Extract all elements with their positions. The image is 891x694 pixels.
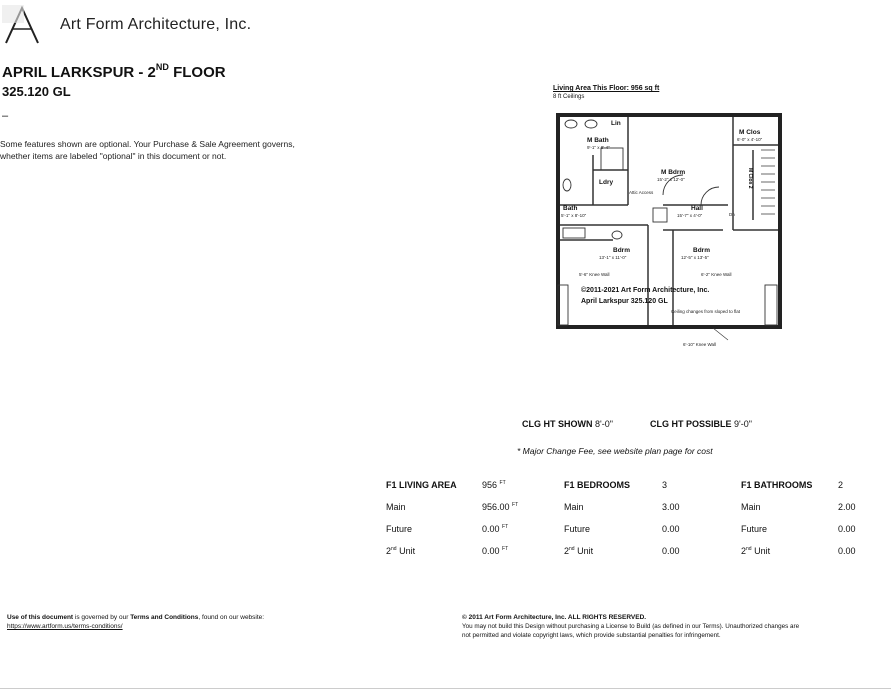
living-main-value: 956.00 $^{FT}$ [482, 502, 519, 512]
bedrooms-main-value: 3.00 [662, 502, 680, 512]
brand-logo [2, 5, 42, 45]
svg-text:9'-1" x 8'-4": 9'-1" x 8'-4" [587, 145, 610, 150]
svg-text:15'-7" x 4'-0": 15'-7" x 4'-0" [677, 213, 703, 218]
bathrooms-2nd-unit-value: 0.00 [838, 546, 856, 556]
svg-text:6'-0" x 4'-10": 6'-0" x 4'-10" [737, 137, 763, 142]
bedrooms-header: F1 BEDROOMS [564, 480, 631, 490]
terms-link[interactable]: https://www.artform.us/terms-conditions/ [7, 623, 123, 630]
living-future-label: Future [386, 524, 413, 534]
bottom-divider [0, 688, 891, 689]
major-change-fee-note: * Major Change Fee, see website plan page for cost [517, 446, 713, 456]
svg-text:15'-2" x 12'-0": 15'-2" x 12'-0" [657, 177, 685, 182]
bathrooms-future-label: Future [741, 524, 768, 534]
room-bdrm-1: Bdrm [613, 247, 630, 254]
plan-copyright: ©2011-2021 Art Form Architecture, Inc. [581, 287, 710, 294]
bedrooms-main-label: Main [564, 502, 584, 512]
room-ldry: Ldry [599, 179, 614, 186]
room-m-bdrm: M Bdrm [661, 169, 686, 176]
svg-text:M Clos 2: M Clos 2 [747, 168, 753, 189]
bathrooms-future-value: 0.00 [838, 524, 856, 534]
bedrooms-total: 3 [662, 480, 668, 490]
living-area-total: 956 $^{FT}$ [482, 480, 506, 490]
living-2nd-unit-label: 2nd Unit [386, 546, 416, 556]
svg-text:5'-6" Knee Wall: 5'-6" Knee Wall [579, 272, 610, 277]
living-area-header: F1 LIVING AREA [386, 480, 457, 490]
clg-ht-possible: CLG HT POSSIBLE 9'-0" [650, 419, 752, 429]
bathrooms-main-label: Main [741, 502, 761, 512]
optional-features-notice: Some features shown are optional. Your Purchase & Sale Agreement governs, whether items are labeled "optional" in this document or not. [0, 139, 295, 161]
svg-text:5'-1" x 8'-10": 5'-1" x 8'-10" [561, 213, 587, 218]
bedrooms-future-label: Future [564, 524, 591, 534]
svg-text:Ceiling changes from sloped to: Ceiling changes from sloped to flat [671, 309, 741, 314]
divider-dash: – [2, 110, 9, 122]
bathrooms-2nd-unit-label: 2nd Unit [741, 546, 771, 556]
room-bath: Bath [563, 205, 578, 212]
plan-copyright-name: April Larkspur 325.120 GL [581, 298, 668, 305]
living-main-label: Main [386, 502, 406, 512]
ceiling-label: 8 ft Ceilings [553, 94, 585, 100]
license-notice-line1: You may not build this Design without purchasing a License to Build (as defined in our Terms). Unauthorized changes are [462, 623, 800, 630]
svg-text:Dn: Dn [729, 212, 735, 217]
svg-text:Attic Access: Attic Access [629, 190, 654, 195]
plan-number: 325.120 GL [2, 84, 71, 99]
plan-title: APRIL LARKSPUR - 2ND FLOOR [2, 62, 226, 81]
copyright-notice: © 2011 Art Form Architecture, Inc. ALL RIGHTS RESERVED. [462, 614, 647, 621]
bathrooms-main-value: 2.00 [838, 502, 856, 512]
living-2nd-unit-value: 0.00 $^{FT}$ [482, 546, 509, 556]
room-m-clos: M Clos [739, 129, 761, 136]
license-notice-line2: not permitted and violate copyright laws, which provide substantial penalties for infringement. [462, 632, 721, 639]
room-bdrm-2: Bdrm [693, 247, 710, 254]
bathrooms-header: F1 BATHROOMS [741, 480, 813, 490]
brand-name: Art Form Architecture, Inc. [60, 16, 252, 33]
svg-text:13'-1" x 11'-0": 13'-1" x 11'-0" [599, 255, 627, 260]
svg-text:12'-5" x 13'-5": 12'-5" x 13'-5" [681, 255, 709, 260]
bedrooms-2nd-unit-value: 0.00 [662, 546, 680, 556]
terms-notice: Use of this document is governed by our Terms and Conditions, found on our website: [7, 614, 265, 621]
room-m-bath: M Bath [587, 137, 609, 144]
bathrooms-total: 2 [838, 480, 844, 490]
svg-text:6'-2" Knee Wall: 6'-2" Knee Wall [701, 272, 732, 277]
living-future-value: 0.00 $^{FT}$ [482, 524, 509, 534]
clg-ht-shown: CLG HT SHOWN 8'-0" [522, 419, 613, 429]
floor-plan-drawing [553, 110, 790, 350]
svg-text:6'-10" Knee Wall: 6'-10" Knee Wall [683, 342, 717, 347]
room-hall: Hall [691, 205, 703, 212]
living-area-label: Living Area This Floor: 956 sq ft [553, 85, 660, 92]
room-lin: Lin [611, 120, 621, 127]
bedrooms-future-value: 0.00 [662, 524, 680, 534]
bedrooms-2nd-unit-label: 2nd Unit [564, 546, 594, 556]
